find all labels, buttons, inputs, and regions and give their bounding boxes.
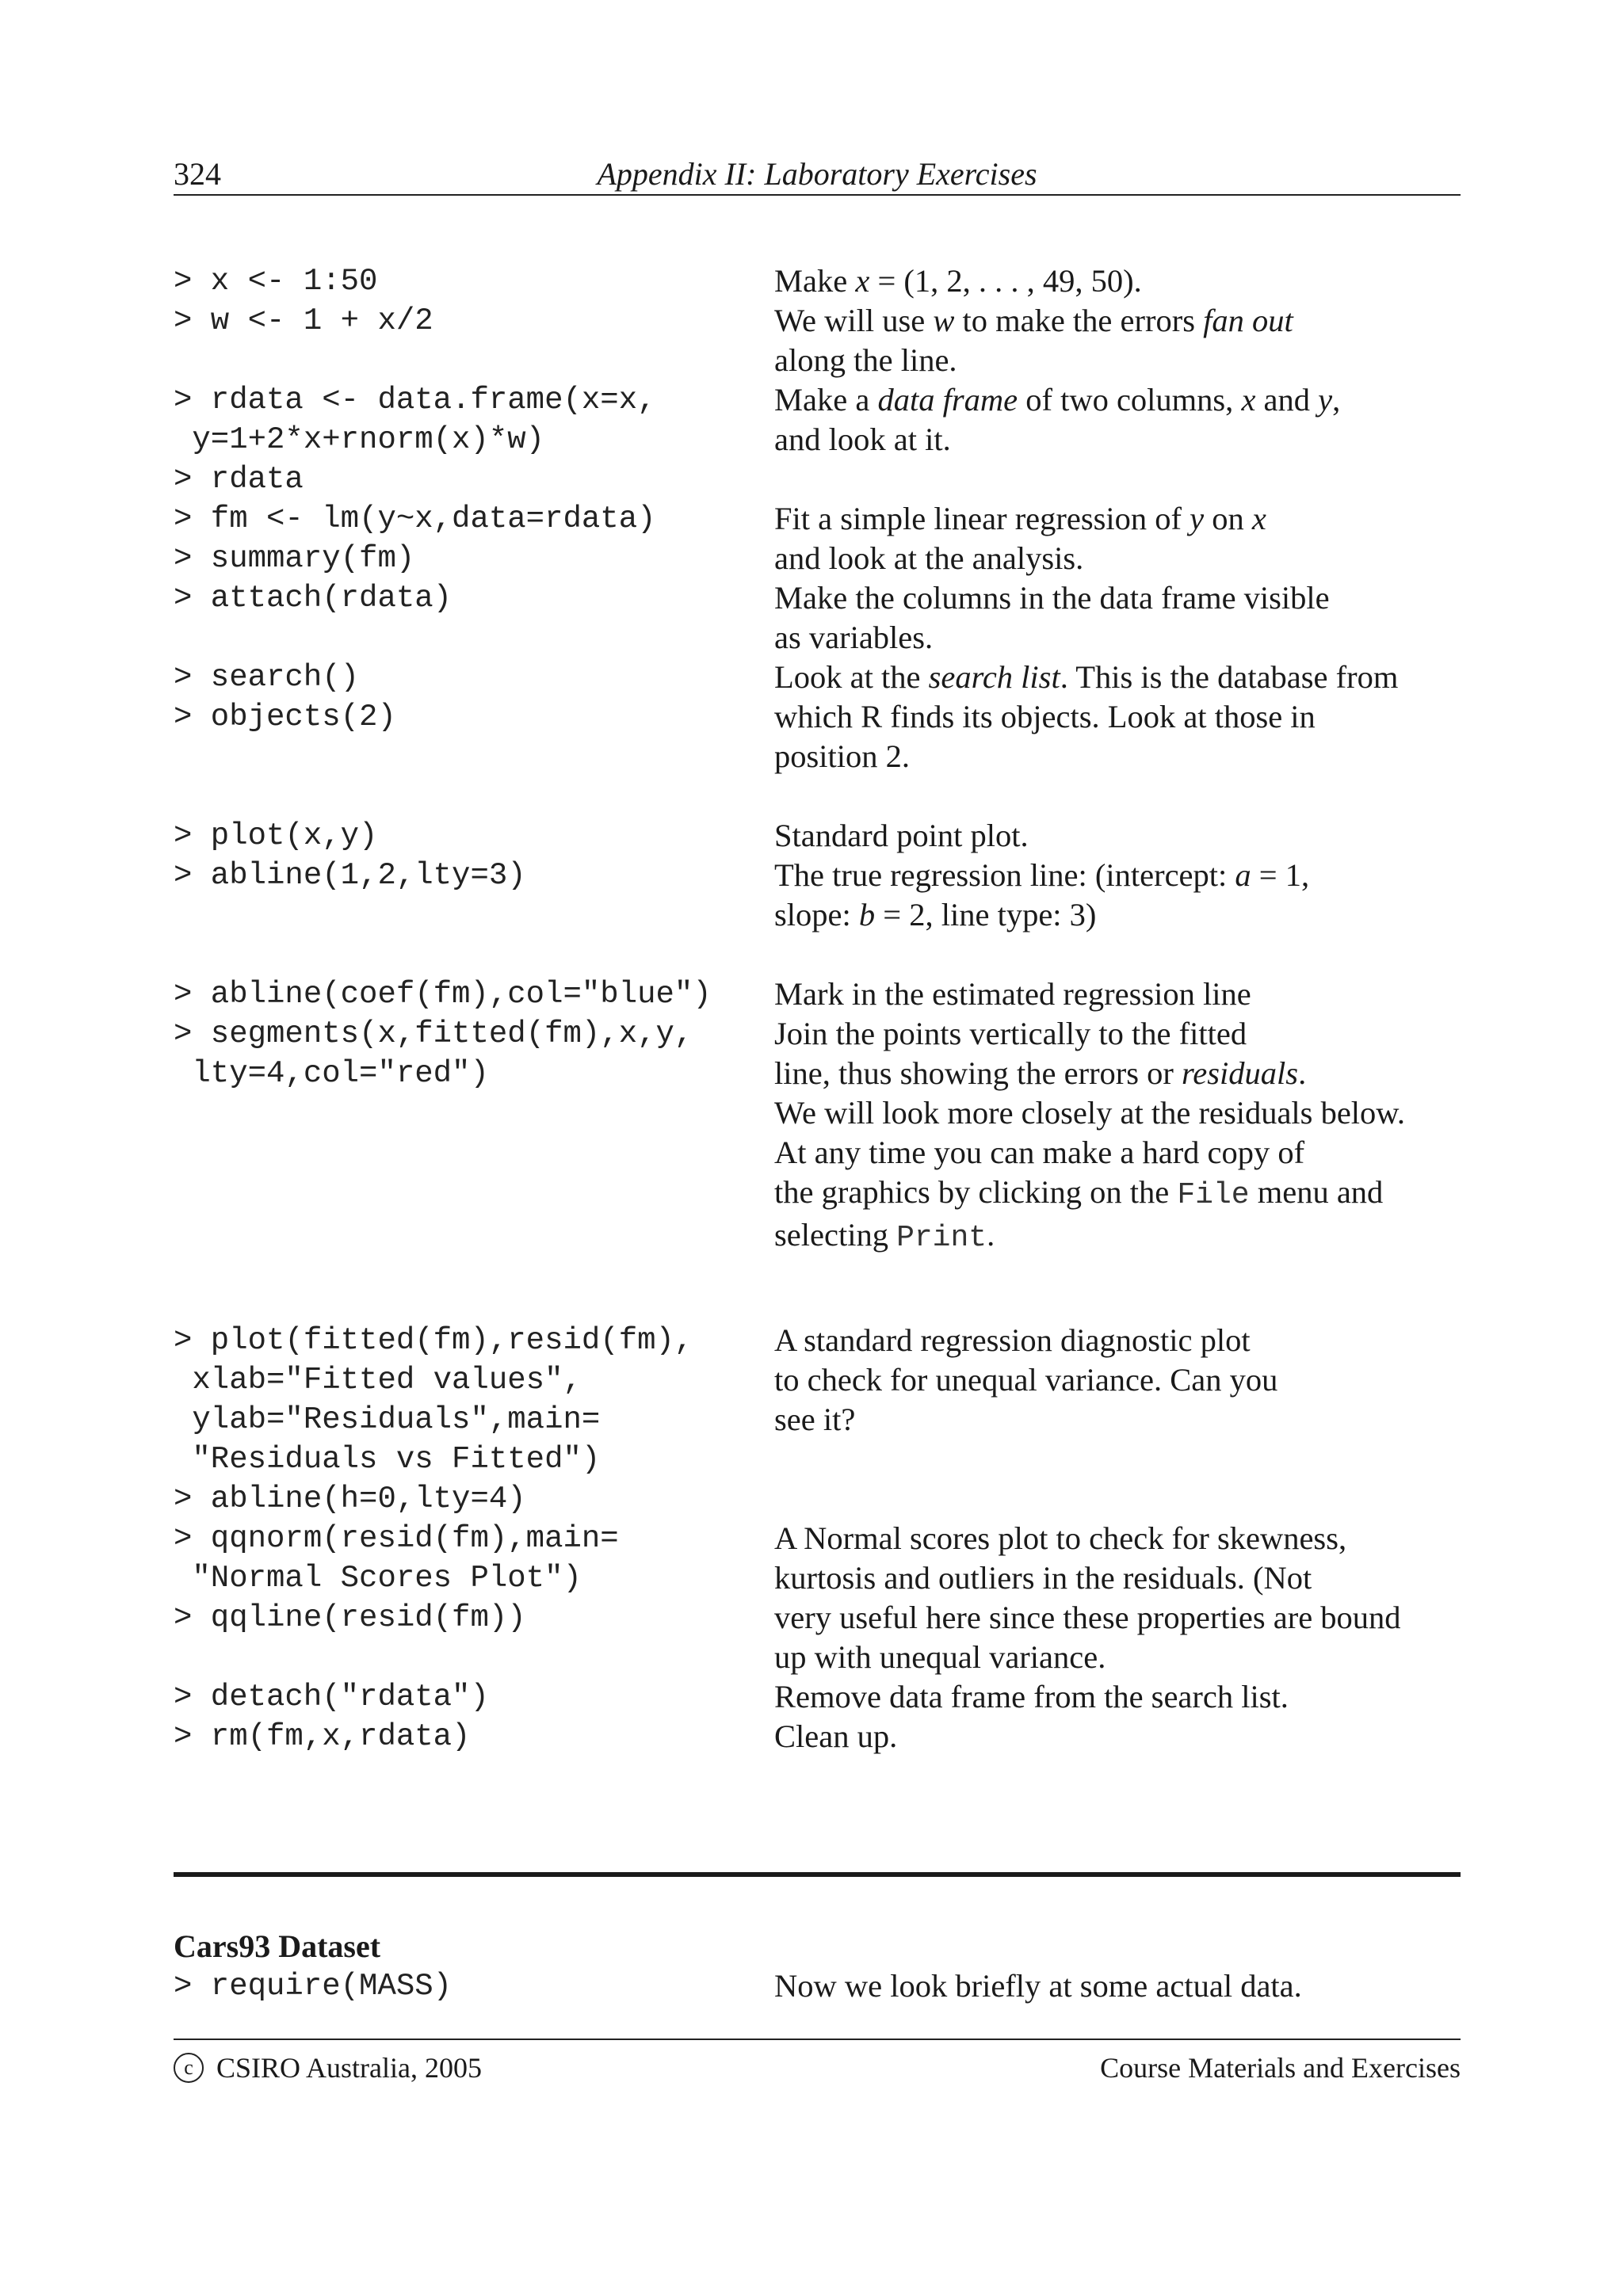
description-block: Make the columns in the data frame visible as variables. bbox=[774, 580, 1330, 655]
code-block: > plot(fitted(fm),resid(fm), xlab="Fitted values", ylab="Residuals",main= "Residuals vs Fitted") > abline(h=0,lty=4) bbox=[174, 1323, 693, 1516]
page-header bbox=[174, 154, 1461, 196]
section-divider bbox=[174, 1872, 1461, 1877]
code-block: > detach("rdata") > rm(fm,x,rdata) bbox=[174, 1680, 489, 1754]
code-block: > fm <- lm(y~x,data=rdata) > summary(fm) bbox=[174, 502, 656, 576]
description-block: Make a data frame of two columns, x and y, and look at it. bbox=[774, 382, 1341, 457]
copyright-icon: c bbox=[174, 2053, 204, 2083]
footer-copyright-text: CSIRO Australia, 2005 bbox=[216, 2052, 483, 2084]
description-block: Now we look briefly at some actual data. bbox=[774, 1968, 1302, 2004]
code-block: > qqnorm(resid(fm),main= "Normal Scores Plot") > qqline(resid(fm)) bbox=[174, 1521, 619, 1635]
description-block: Look at the search list. This is the database from which R finds its objects. Look at those in position 2. bbox=[774, 659, 1399, 774]
footer-left bbox=[174, 2048, 482, 2088]
code-block: > require(MASS) bbox=[174, 1969, 453, 2004]
description-block: A Normal scores plot to check for skewness, kurtosis and outliers in the residuals. (Not very useful here since these properties are bound up with unequal variance. bbox=[774, 1520, 1401, 1675]
code-block: > x <- 1:50 > w <- 1 + x/2 bbox=[174, 264, 433, 338]
code-block: > rdata <- data.frame(x=x, y=1+2*x+rnorm(x)*w) > rdata bbox=[174, 383, 656, 497]
code-block: > attach(rdata) bbox=[174, 581, 453, 616]
description-block: Fit a simple linear regression of y on x and look at the analysis. bbox=[774, 501, 1266, 576]
description-block: Mark in the estimated regression line Join the points vertically to the fitted line, thus showing the errors or residuals. We will look more closely at the residuals below. At any time you can make a hard copy of the graphics by clicking on the File menu and selecting Print. bbox=[774, 976, 1406, 1255]
page-number: 324 bbox=[174, 156, 221, 192]
description-block: Standard point plot. The true regression line: (intercept: a = 1, slope: b = 2, line type: 3) bbox=[774, 818, 1310, 933]
section-title: Cars93 Dataset bbox=[174, 1928, 381, 1964]
page-footer bbox=[174, 2039, 1461, 2084]
code-block: > plot(x,y) > abline(1,2,lty=3) bbox=[174, 818, 526, 893]
description-block: Make x = (1, 2, . . . , 49, 50). We will use w to make the errors fan out along the line. bbox=[774, 263, 1293, 378]
footer-right: Course Materials and Exercises bbox=[1100, 2052, 1461, 2084]
running-title: Appendix II: Laboratory Exercises bbox=[597, 156, 1037, 192]
description-block: Remove data frame from the search list. Clean up. bbox=[774, 1679, 1289, 1754]
code-block: > abline(coef(fm),col="blue") > segments(x,fitted(fm),x,y, lty=4,col="red") bbox=[174, 977, 712, 1091]
code-block: > search() > objects(2) bbox=[174, 660, 396, 734]
description-block: A standard regression diagnostic plot to check for unequal variance. Can you see it? bbox=[774, 1322, 1278, 1437]
